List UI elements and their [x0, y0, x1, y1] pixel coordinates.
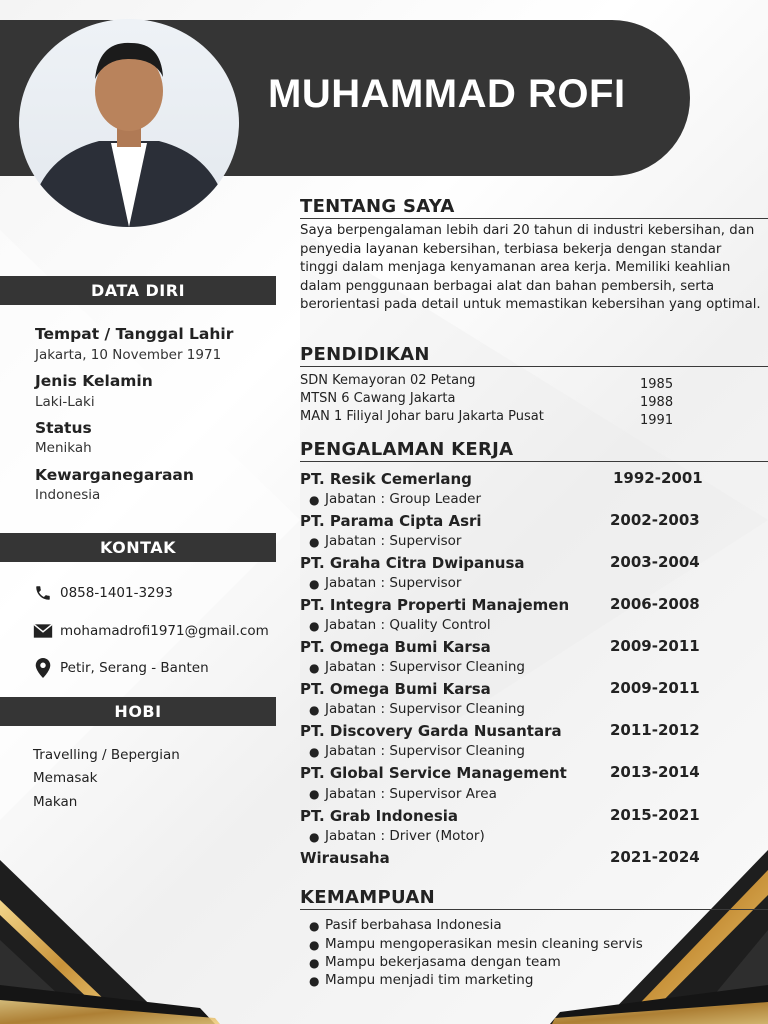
job-years: 2006-2008	[610, 595, 700, 613]
job-item	[300, 469, 720, 488]
job-company: Wirausaha	[300, 849, 390, 867]
bullet-dot: ●	[309, 577, 320, 591]
job-item	[300, 511, 720, 530]
about-text: Saya berpengalaman lebih dari 20 tahun di industri kebersihan, dan penyedia layanan kebersihan, terbiasa bekerja dengan standar tinggi dalam menjaga kenyamanan area kerja. Memiliki keahlian dalam penggunaan berbagai alat dan bahan pembersih, serta berorientasi pada detail untuk memastikan kebersihan yang optimal.	[300, 223, 761, 313]
phone-icon	[33, 583, 53, 603]
job-company: PT. Discovery Garda Nusantara	[300, 722, 562, 740]
nationality-value: Indonesia	[35, 487, 101, 503]
location-text: Petir, Serang - Banten	[60, 660, 209, 676]
section-pengalaman-header: PENGALAMAN KERJA	[300, 439, 768, 462]
location-pin-icon	[33, 658, 53, 678]
job-position: Jabatan : Supervisor Cleaning	[325, 701, 525, 717]
job-item	[300, 806, 720, 825]
contact-location	[33, 658, 209, 678]
birth-value: Jakarta, 10 November 1971	[35, 347, 222, 363]
status-label: Status	[35, 419, 92, 437]
job-company: PT. Omega Bumi Karsa	[300, 638, 491, 656]
profile-photo	[19, 19, 239, 227]
bullet-dot: ●	[309, 619, 320, 633]
skill-item: Mampu bekerjasama dengan team	[325, 954, 561, 970]
bullet-dot: ●	[309, 535, 320, 549]
hobby-item: Makan	[33, 794, 78, 810]
job-company: PT. Integra Properti Manajemen	[300, 596, 570, 614]
bullet-dot: ●	[309, 974, 320, 988]
job-position: Jabatan : Supervisor Cleaning	[325, 743, 525, 759]
job-position: Jabatan : Supervisor	[325, 575, 462, 591]
education-year: 1988	[640, 395, 674, 410]
job-company: PT. Graha Citra Dwipanusa	[300, 554, 525, 572]
job-company: PT. Resik Cemerlang	[300, 470, 472, 488]
education-year: 1991	[640, 413, 674, 428]
job-years: 1992-2001	[613, 469, 703, 487]
job-years: 2009-2011	[610, 637, 700, 655]
job-item	[300, 763, 720, 782]
job-item	[300, 595, 720, 614]
hobby-item: Travelling / Bepergian	[33, 747, 180, 763]
phone-number: 0858-1401-3293	[60, 585, 173, 601]
bullet-dot: ●	[309, 787, 320, 801]
section-hobi-header: HOBI	[0, 697, 276, 726]
education-item	[300, 391, 680, 410]
contact-phone[interactable]	[33, 583, 173, 603]
birth-label: Tempat / Tanggal Lahir	[35, 325, 234, 343]
job-item	[300, 637, 720, 656]
contact-email[interactable]	[33, 621, 269, 641]
job-company: PT. Omega Bumi Karsa	[300, 680, 491, 698]
job-position: Jabatan : Supervisor	[325, 533, 462, 549]
section-data-diri-header: DATA DIRI	[0, 276, 276, 305]
person-name: MUHAMMAD ROFI	[268, 72, 626, 116]
section-kemampuan-header: KEMAMPUAN	[300, 887, 768, 910]
job-position: Jabatan : Supervisor Area	[325, 786, 497, 802]
job-company: PT. Grab Indonesia	[300, 807, 459, 825]
job-years: 2009-2011	[610, 679, 700, 697]
education-item	[300, 409, 680, 428]
job-item	[300, 553, 720, 572]
education-year: 1985	[640, 377, 674, 392]
status-value: Menikah	[35, 440, 92, 456]
gender-value: Laki-Laki	[35, 394, 95, 410]
job-years: 2021-2024	[610, 848, 700, 866]
bullet-dot: ●	[309, 661, 320, 675]
job-position: Jabatan : Driver (Motor)	[325, 828, 485, 844]
school-name: MTSN 6 Cawang Jakarta	[300, 391, 456, 406]
job-years: 2013-2014	[610, 763, 700, 781]
bullet-dot: ●	[309, 956, 320, 970]
bullet-dot: ●	[309, 919, 320, 933]
job-years: 2003-2004	[610, 553, 700, 571]
skill-item: Mampu mengoperasikan mesin cleaning servis	[325, 936, 643, 952]
education-item	[300, 373, 680, 392]
portrait-illustration	[19, 19, 239, 227]
bullet-dot: ●	[309, 830, 320, 844]
job-years: 2002-2003	[610, 511, 700, 529]
hobby-item: Memasak	[33, 770, 98, 786]
email-icon	[33, 621, 53, 641]
job-company: PT. Parama Cipta Asri	[300, 512, 482, 530]
job-position: Jabatan : Quality Control	[325, 617, 491, 633]
job-position: Jabatan : Group Leader	[325, 491, 482, 507]
skill-item: Pasif berbahasa Indonesia	[325, 917, 502, 933]
job-years: 2011-2012	[610, 721, 700, 739]
job-company: PT. Global Service Management	[300, 764, 567, 782]
bullet-dot: ●	[309, 745, 320, 759]
skill-item: Mampu menjadi tim marketing	[325, 972, 534, 988]
section-pendidikan-header: PENDIDIKAN	[300, 344, 768, 367]
job-position: Jabatan : Supervisor Cleaning	[325, 659, 525, 675]
job-item	[300, 679, 720, 698]
school-name: SDN Kemayoran 02 Petang	[300, 373, 476, 388]
job-years: 2015-2021	[610, 806, 700, 824]
email-address: mohamadrofi1971@gmail.com	[60, 623, 269, 639]
nationality-label: Kewarganegaraan	[35, 466, 194, 484]
job-item	[300, 848, 720, 867]
bullet-dot: ●	[309, 938, 320, 952]
job-item	[300, 721, 720, 740]
bullet-dot: ●	[309, 703, 320, 717]
gender-label: Jenis Kelamin	[35, 372, 153, 390]
section-kontak-header: KONTAK	[0, 533, 276, 562]
school-name: MAN 1 Filiyal Johar baru Jakarta Pusat	[300, 409, 544, 424]
bullet-dot: ●	[309, 493, 320, 507]
section-tentang-header: TENTANG SAYA	[300, 196, 768, 219]
